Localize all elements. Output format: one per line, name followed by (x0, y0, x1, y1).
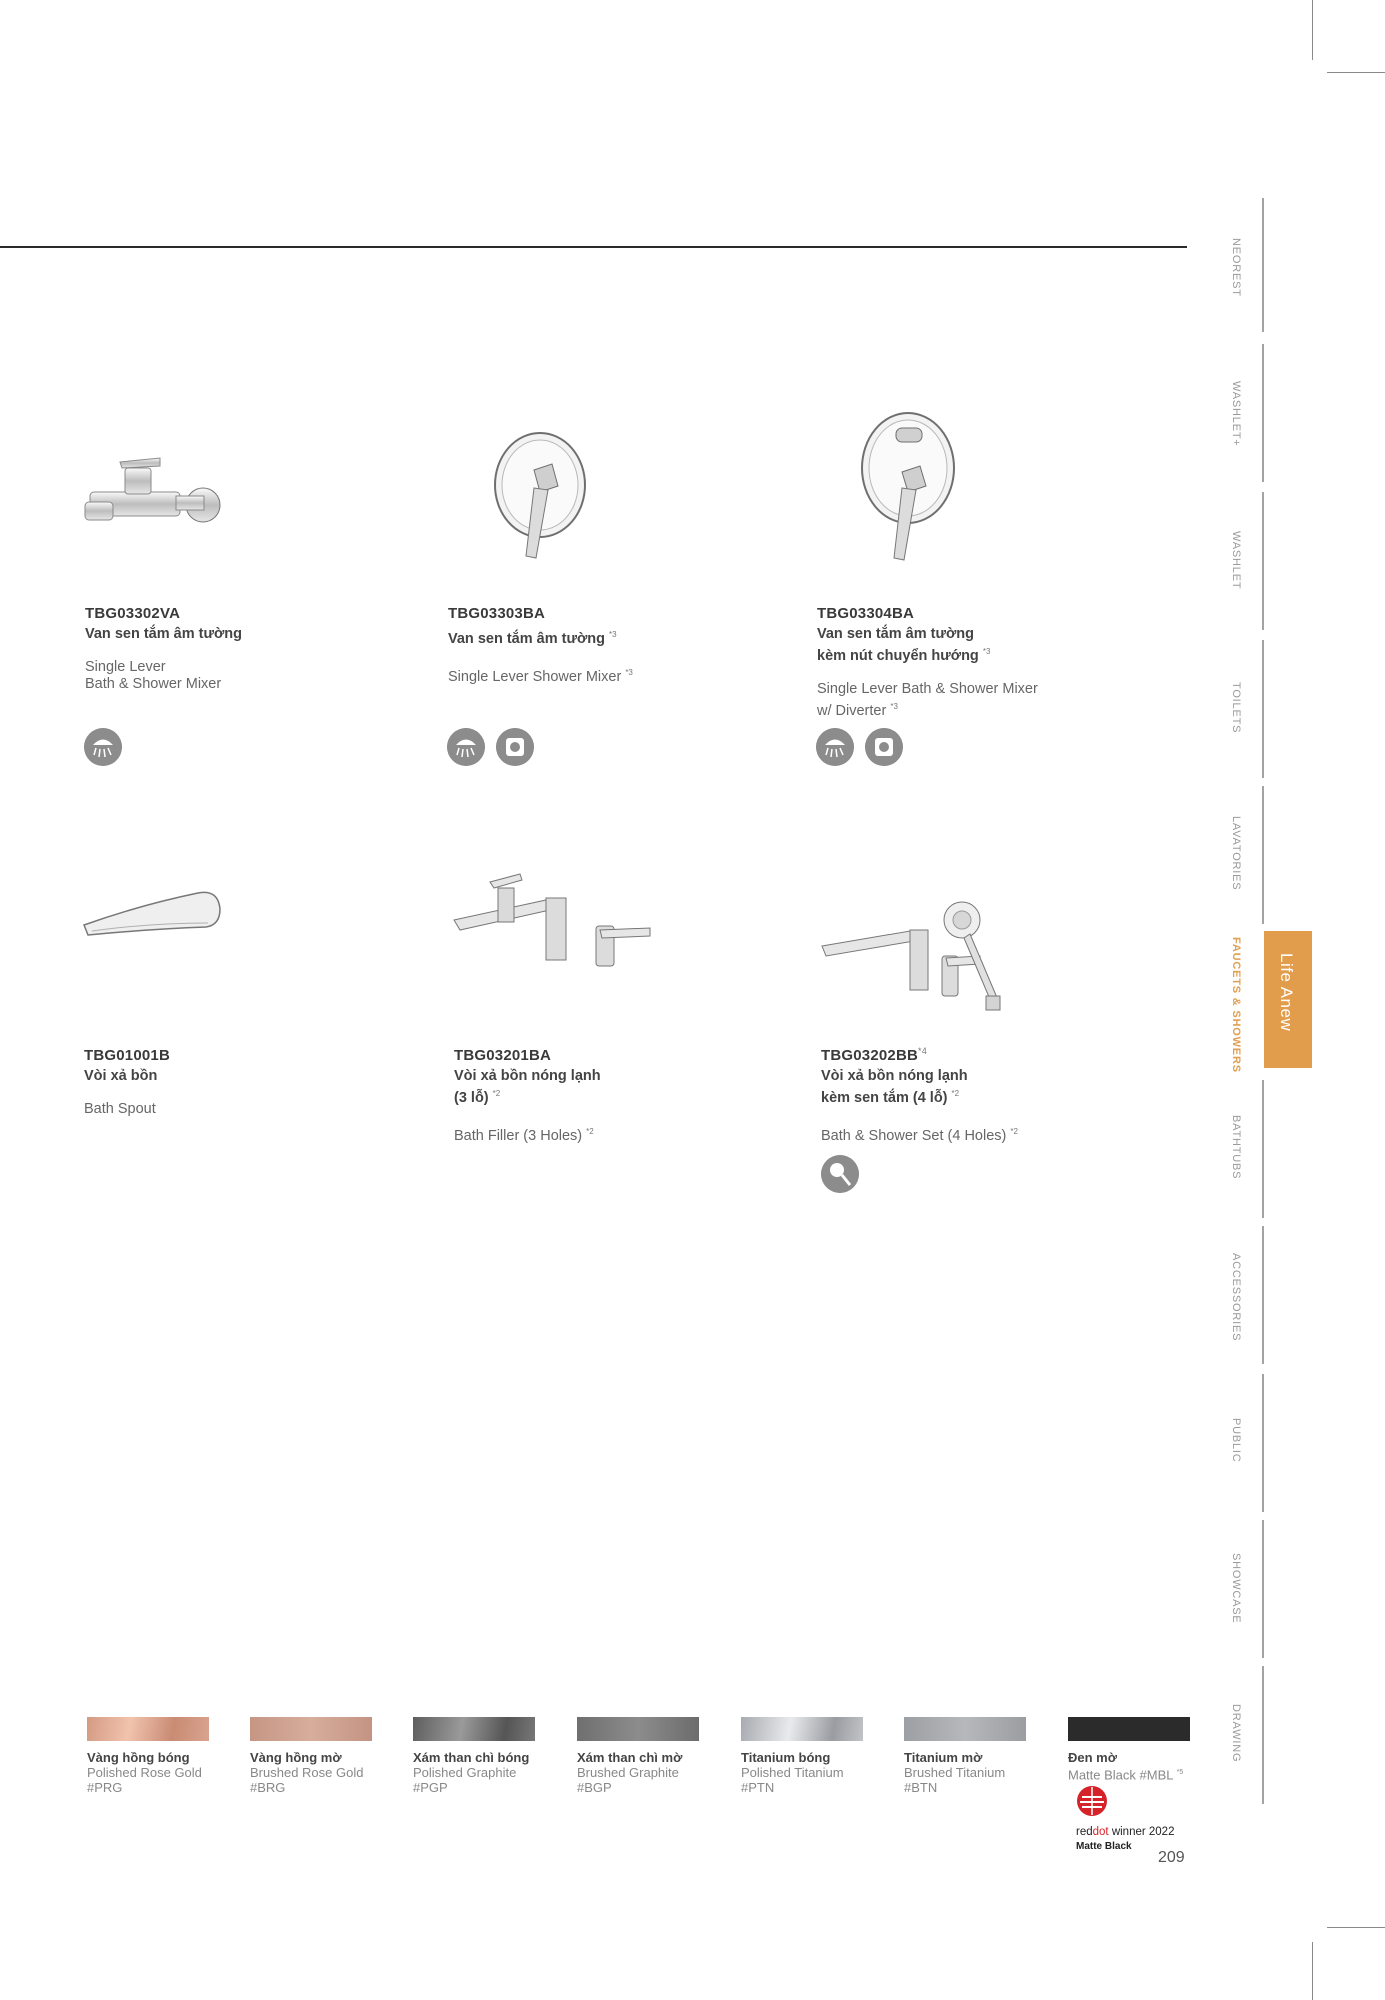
nav-item-bathtubs[interactable]: BATHTUBS (1230, 1115, 1242, 1180)
nav-item-washlet[interactable]: WASHLET (1230, 531, 1242, 590)
nav-item-public[interactable]: PUBLIC (1230, 1418, 1242, 1463)
swatch-brushed-rose-gold (250, 1717, 372, 1741)
nav-divider (1262, 1374, 1264, 1512)
section-rule (0, 246, 1187, 248)
footnote-ref: *4 (918, 1046, 927, 1056)
concealed-box-icon (496, 728, 534, 766)
product-code: TBG03201BA (454, 1047, 552, 1064)
nav-item-neorest[interactable]: NEOREST (1230, 238, 1242, 297)
product-tbg03303ba (448, 605, 633, 686)
product-name-en: Single Lever Bath & Shower Mixer w/ Diverter $^{*3}$ (817, 680, 1038, 719)
nav-divider (1262, 492, 1264, 630)
finish-label: Vàng hồng bóng Polished Rose Gold #PRG (87, 1750, 202, 1795)
nav-item-drawing[interactable]: DRAWING (1230, 1704, 1242, 1763)
product-name-en: Single Lever Bath & Shower Mixer (85, 659, 222, 692)
section-tab[interactable] (1264, 931, 1312, 1068)
footnote-ref: *3 (609, 630, 617, 639)
product-tbg03304ba (817, 605, 1038, 720)
footnote-ref: *2 (492, 1089, 501, 1098)
swatch-brushed-titanium (904, 1717, 1026, 1741)
nav-divider (1262, 640, 1264, 778)
footnote-ref: *3 (890, 701, 898, 711)
finish-label: Vàng hồng mờ Brushed Rose Gold #BRG (250, 1750, 364, 1795)
shower-spray-icon (84, 728, 122, 766)
crop-mark (1327, 72, 1385, 73)
shower-mixer-diverter-image (858, 408, 958, 568)
shower-spray-icon (447, 728, 485, 766)
finish-label: Đen mờ Matte Black #MBL $^{*5}$ (1068, 1750, 1184, 1783)
product-code: TBG03202BB$^{*4}$ (821, 1046, 927, 1064)
nav-divider (1262, 1226, 1264, 1364)
finish-label: Xám than chì mờ Brushed Graphite #BGP (577, 1750, 683, 1795)
swatch-polished-rose-gold (87, 1717, 209, 1741)
product-name-vi: Van sen tắm âm tường kèm nút chuyển hướng $^{*3}$ (817, 626, 991, 664)
swatch-polished-titanium (741, 1717, 863, 1741)
nav-item-lavatories[interactable]: LAVATORIES (1230, 816, 1242, 891)
product-code: TBG03304BA (817, 605, 915, 622)
nav-item-accessories[interactable]: ACCESSORIES (1230, 1253, 1242, 1342)
section-tab-label: Life Anew (1277, 953, 1296, 1032)
product-name-en: Bath Filler (3 Holes) $^{*2}$ (454, 1126, 594, 1144)
bath-shower-mixer-image (80, 450, 230, 540)
bath-filler-image (450, 870, 660, 980)
nav-item-faucets-showers[interactable]: FAUCETS & SHOWERS (1230, 937, 1242, 1073)
finish-label: Titanium mờ Brushed Titanium #BTN (904, 1750, 1006, 1795)
footnote-ref: *2 (586, 1126, 594, 1136)
nav-item-toilets[interactable]: TOILETS (1230, 682, 1242, 734)
product-name-vi: Van sen tắm âm tường (85, 626, 242, 642)
crop-mark (1312, 0, 1313, 60)
product-tbg03201ba (454, 1047, 601, 1145)
nav-divider (1262, 1080, 1264, 1218)
swatch-polished-graphite (413, 1717, 535, 1741)
nav-item-washlet-plus[interactable]: WASHLET+ (1230, 381, 1242, 447)
nav-divider (1262, 344, 1264, 482)
concealed-box-icon (865, 728, 903, 766)
product-code: TBG03302VA (85, 605, 181, 622)
hand-shower-icon (821, 1155, 859, 1193)
crop-mark (1312, 1942, 1313, 2000)
finish-label: Titanium bóng Polished Titanium #PTN (741, 1750, 844, 1795)
product-tbg03202bb (821, 1046, 1018, 1145)
product-name-en: Bath Spout (84, 1101, 156, 1117)
product-code: TBG03303BA (448, 605, 546, 622)
product-name-vi: Van sen tắm âm tường $^{*3}$ (448, 630, 617, 647)
footnote-ref: *3 (982, 647, 991, 656)
footnote-ref: *2 (951, 1089, 960, 1098)
nav-divider (1262, 1666, 1264, 1804)
award-subtext: Matte Black (1076, 1841, 1132, 1852)
product-tbg01001b (84, 1047, 170, 1118)
swatch-matte-black (1068, 1717, 1190, 1741)
finish-label: Xám than chì bóng Polished Graphite #PGP (413, 1750, 530, 1795)
footnote-ref: *3 (625, 667, 633, 677)
product-tbg03302va (85, 605, 242, 693)
crop-mark (1327, 1927, 1385, 1928)
shower-spray-icon (816, 728, 854, 766)
product-name-vi: Vòi xả bồn (84, 1068, 158, 1084)
product-name-vi: Vòi xả bồn nóng lạnh (3 lỗ) $^{*2}$ (454, 1068, 601, 1106)
nav-divider (1262, 198, 1264, 332)
product-name-en: Single Lever Shower Mixer $^{*3}$ (448, 667, 633, 685)
nav-divider (1262, 1520, 1264, 1658)
award-text: reddot winner 2022 (1076, 1826, 1175, 1838)
product-name-en: Bath & Shower Set (4 Holes) $^{*2}$ (821, 1126, 1018, 1144)
reddot-logo-icon (1076, 1785, 1108, 1817)
bath-spout-image (80, 885, 225, 945)
swatch-brushed-graphite (577, 1717, 699, 1741)
page-number: 209 (1158, 1849, 1185, 1866)
shower-mixer-image (490, 430, 590, 565)
nav-divider (1262, 786, 1264, 924)
product-name-vi: Vòi xả bồn nóng lạnh kèm sen tắm (4 lỗ) $^{*2}$ (821, 1068, 968, 1106)
footnote-ref: *2 (1010, 1126, 1018, 1136)
product-code: TBG01001B (84, 1047, 171, 1064)
nav-item-showcase[interactable]: SHOWCASE (1230, 1553, 1242, 1624)
bath-shower-set-image (820, 900, 1020, 1015)
